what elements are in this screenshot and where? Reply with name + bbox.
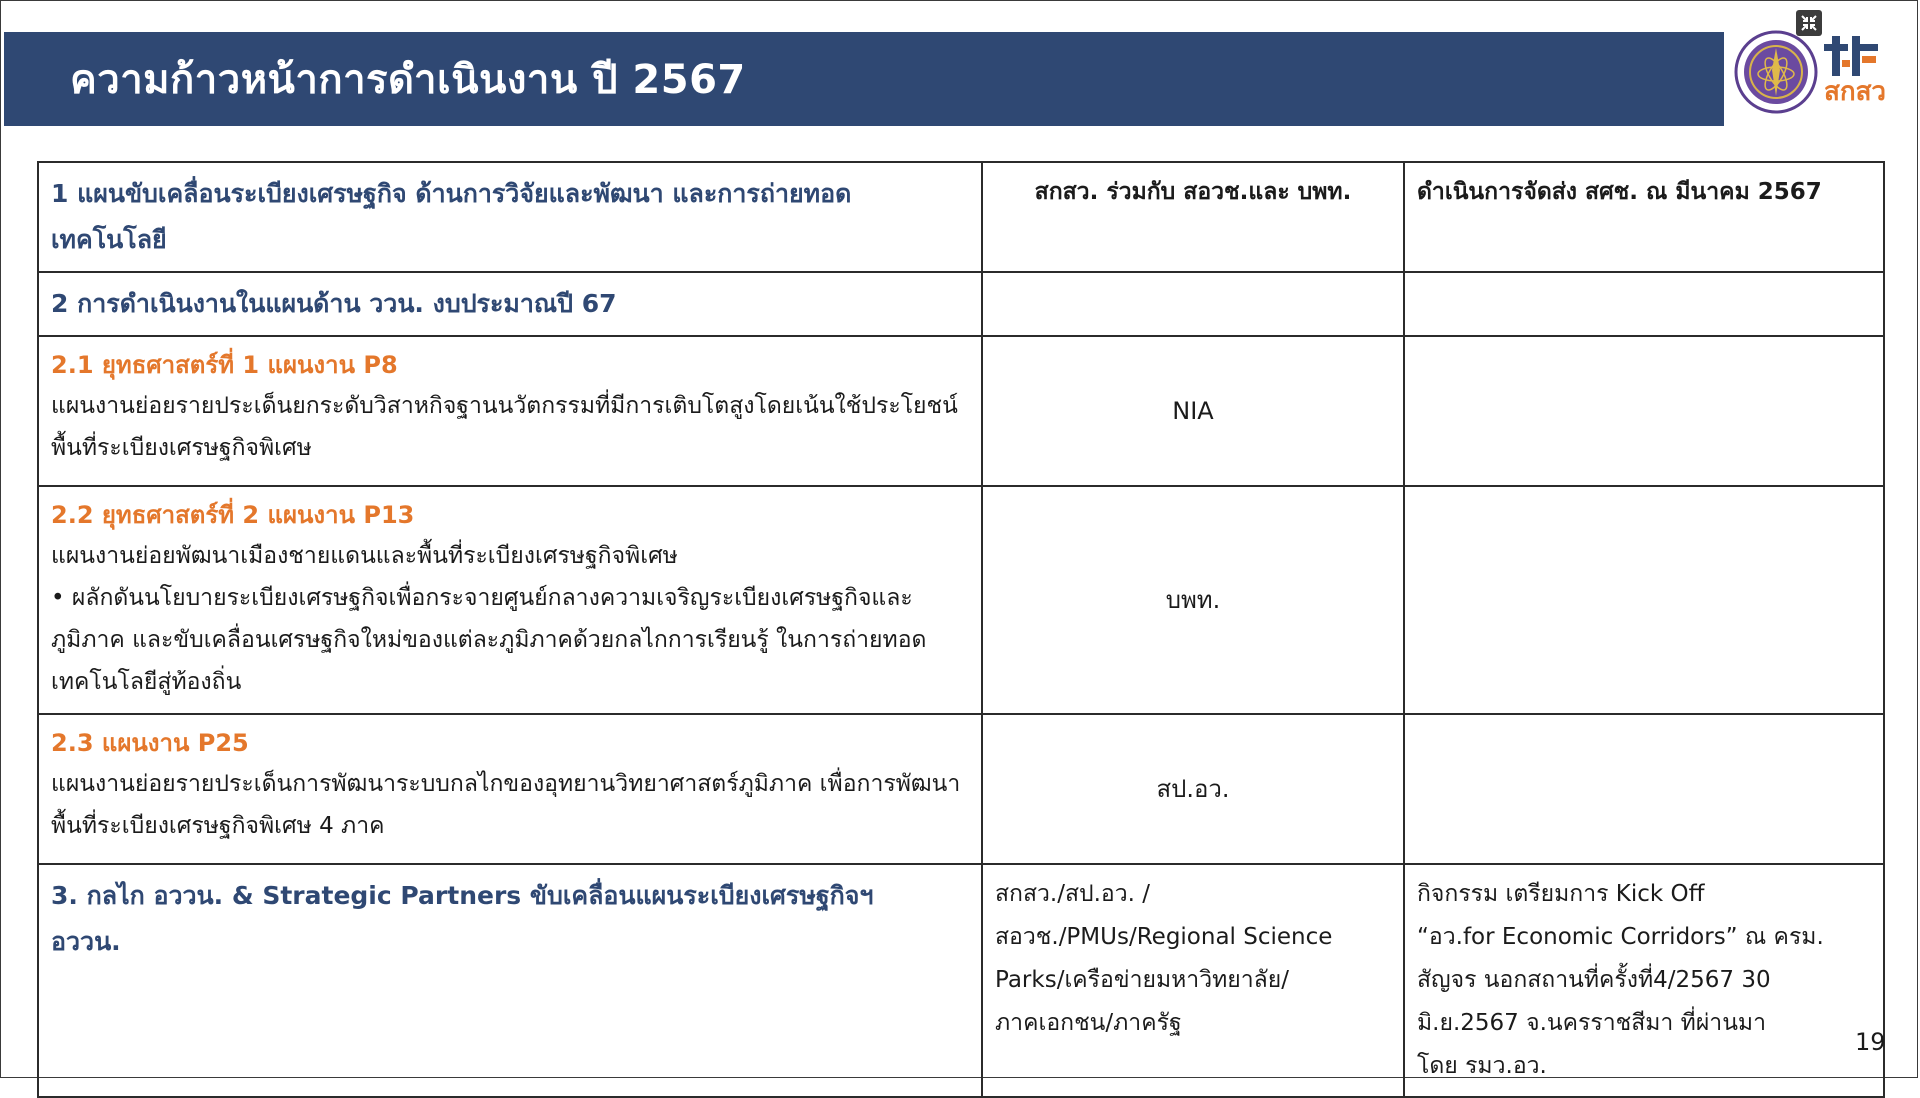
activity-line: “อว.for Economic Corridors” ณ ครม. (1417, 924, 1824, 950)
activity-line: โดย รมว.อว. (1417, 1053, 1547, 1079)
strategy-text-line: แผนงานย่อยรายประเด็นการพัฒนาระบบกลไกของอุทยานวิทยาศาสตร์ภูมิภาค เพื่อการพัฒนา (51, 771, 961, 797)
cell-section-3 (38, 864, 982, 1097)
agency-cell: สป.อว. (982, 714, 1404, 864)
partners-cell (982, 864, 1404, 1097)
strategy-heading: 2.2 ยุทธศาสตร์ที่ 2 แผนงาน P13 (51, 501, 415, 529)
plan-title-line: 1 แผนขับเคลื่อนระเบียงเศรษฐกิจ ด้านการวิจัยและพัฒนา และการถ่ายทอด (51, 179, 852, 208)
cell-section-2 (38, 272, 982, 336)
status-header: ดำเนินการจัดส่ง สศช. ณ มีนาคม 2567 (1417, 179, 1822, 205)
strategy-heading: 2.3 แผนงาน P25 (51, 729, 249, 757)
slide-title: ความก้าวหน้าการดำเนินงาน ปี 2567 (70, 57, 746, 103)
tsri-logo (1822, 30, 1888, 114)
progress-table (37, 161, 1883, 1098)
cell-status (1404, 162, 1884, 272)
page-number: 19 (1855, 1028, 1886, 1056)
empty-cell (1404, 714, 1884, 864)
ministry-seal-logo (1734, 30, 1818, 114)
activity-cell (1404, 864, 1884, 1097)
empty-cell (1404, 486, 1884, 714)
agency-cell: บพท. (982, 486, 1404, 714)
cell-responsible (982, 162, 1404, 272)
empty-cell (1404, 336, 1884, 486)
logo-text: สกสว (1823, 77, 1887, 107)
partners-line: สอวช./PMUs/Regional Science (995, 924, 1333, 950)
strategy-text-line: เทคโนโลยีสู่ท้องถิ่น (51, 669, 242, 695)
table-row (38, 162, 1884, 272)
table-row (38, 336, 1884, 486)
partners-line: สกสว./สป.อว. / (995, 881, 1151, 907)
responsible-header: สกสว. ร่วมกับ สอวช.และ บพท. (1034, 179, 1352, 205)
strategy-heading: 2.1 ยุทธศาสตร์ที่ 1 แผนงาน P8 (51, 351, 398, 379)
cell-strategy-2-1 (38, 336, 982, 486)
empty-cell (982, 272, 1404, 336)
cell-strategy-2-2 (38, 486, 982, 714)
partners-line: ภาคเอกชน/ภาครัฐ (995, 1010, 1182, 1036)
activity-line: กิจกรรม เตรียมการ Kick Off (1417, 881, 1705, 907)
agency-cell: NIA (982, 336, 1404, 486)
section-3-title-line: 3. กลไก อววน. & Strategic Partners ขับเคลื่อนแผนระเบียงเศรษฐกิจฯ (51, 881, 874, 910)
activity-line: มิ.ย.2567 จ.นครราชสีมา ที่ผ่านมา (1417, 1010, 1767, 1036)
strategy-text-line: แผนงานย่อยพัฒนาเมืองชายแดนและพื้นที่ระเบียงเศรษฐกิจพิเศษ (51, 543, 678, 569)
title-bar (4, 32, 1724, 126)
strategy-text-line: ภูมิภาค และขับเคลื่อนเศรษฐกิจใหม่ของแต่ละภูมิภาคด้วยกลไกการเรียนรู้ ในการถ่ายทอด (51, 627, 927, 653)
strategy-text-line: แผนงานย่อยรายประเด็นยกระดับวิสาหกิจฐานนวัตกรรมที่มีการเติบโตสูงโดยเน้นใช้ประโยชน์ (51, 393, 958, 419)
section-3-title-line: อววน. (51, 927, 121, 956)
plan-title-line: เทคโนโลยี (51, 225, 167, 254)
strategy-text-line: • ผลักดันนโยบายระเบียงเศรษฐกิจเพื่อกระจายศูนย์กลางความเจริญระเบียงเศรษฐกิจและ (51, 585, 913, 611)
table-row (38, 864, 1884, 1097)
table-row (38, 714, 1884, 864)
cell-strategy-2-3 (38, 714, 982, 864)
partners-line: Parks/เครือข่ายมหาวิทยาลัย/ (995, 967, 1289, 993)
section-2-title: 2 การดำเนินงานในแผนด้าน ววน. งบประมาณปี 67 (51, 289, 617, 318)
table-row (38, 486, 1884, 714)
activity-line: สัญจร นอกสถานที่ครั้งที่4/2567 30 (1417, 967, 1771, 993)
empty-cell (1404, 272, 1884, 336)
strategy-text-line: พื้นที่ระเบียงเศรษฐกิจพิเศษ 4 ภาค (51, 813, 385, 839)
table-row (38, 272, 1884, 336)
strategy-text-line: พื้นที่ระเบียงเศรษฐกิจพิเศษ (51, 435, 312, 461)
cell-plan-title (38, 162, 982, 272)
